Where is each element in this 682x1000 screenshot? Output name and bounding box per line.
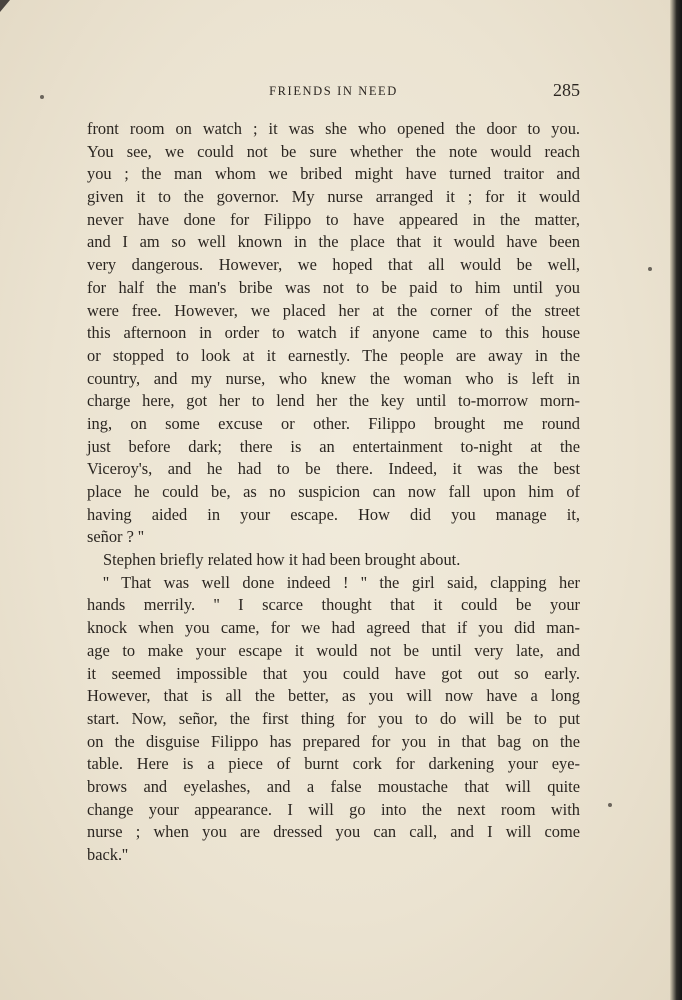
text-line: However, that is all the better, as you will now have a long — [87, 686, 580, 706]
text-line: having aided in your escape. How did you manage it, — [87, 504, 580, 524]
text-line: given it to the governor. My nurse arranged it ; for it would — [87, 187, 580, 207]
text-line: never have done for Filippo to have appeared in the matter, — [87, 209, 580, 229]
text-line: ing, on some excuse or other. Filippo brought me round — [87, 413, 580, 433]
text-line: were free. However, we placed her at the corner of the street — [87, 300, 580, 320]
text-line: or stopped to look at it earnestly. The people are away in the — [87, 345, 580, 365]
speck — [40, 95, 44, 99]
page-number: 285 — [553, 80, 580, 100]
text-line: hands merrily. '' I scarce thought that it could be your — [87, 595, 580, 615]
text-line: señor ? '' — [87, 527, 144, 547]
text-line: charge here, got her to lend her the key until to-morrow morn- — [87, 391, 580, 411]
text-line: front room on watch ; it was she who opened the door to you. — [87, 119, 580, 138]
text-line: very dangerous. However, we hoped that all would be well, — [87, 255, 580, 275]
text-line: knock when you came, for we had agreed that if you did man- — [87, 618, 580, 638]
text-line: it seemed impossible that you could have got out so early. — [87, 663, 580, 683]
page-header — [87, 80, 580, 104]
text-line: nurse ; when you are dressed you can call, and I will come — [87, 822, 580, 842]
body-text — [87, 118, 580, 867]
text-line: just before dark; there is an entertainment to-night at the — [87, 436, 580, 456]
text-line: table. Here is a piece of burnt cork for darkening your eye- — [87, 754, 580, 774]
text-line: back.'' — [87, 845, 128, 864]
text-line: place he could be, as no suspicion can now fall upon him of — [87, 482, 580, 501]
text-line: You see, we could not be sure whether the note would reach — [87, 141, 580, 161]
text-line: brows and eyelashes, and a false moustache that will quite — [87, 776, 580, 796]
text-line: Stephen briefly related how it had been brought about. — [103, 550, 461, 570]
page-edge-shadow — [670, 0, 682, 1000]
running-head: FRIENDS IN NEED — [269, 84, 398, 98]
text-line: you ; the man whom we bribed might have turned traitor and — [87, 164, 580, 184]
text-line: for half the man's bribe was not to be paid to him until you — [87, 277, 580, 297]
text-line: Viceroy's, and he had to be there. Indeed, it was the best — [87, 459, 580, 479]
corner-mark — [0, 0, 10, 12]
text-line: '' That was well done indeed ! '' the girl said, clapping her — [103, 572, 580, 592]
speck — [608, 803, 612, 807]
text-line: this afternoon in order to watch if anyone came to this house — [87, 323, 580, 343]
text-line: age to make your escape it would not be until very late, and — [87, 640, 580, 660]
text-line: country, and my nurse, who knew the woman who is left in — [87, 368, 580, 388]
text-line: on the disguise Filippo has prepared for you in that bag on the — [87, 731, 580, 751]
text-line: change your appearance. I will go into the next room with — [87, 799, 580, 819]
text-line: and I am so well known in the place that it would have been — [87, 232, 580, 252]
text-line: start. Now, señor, the first thing for you to do will be to put — [87, 708, 580, 728]
speck — [648, 267, 652, 271]
